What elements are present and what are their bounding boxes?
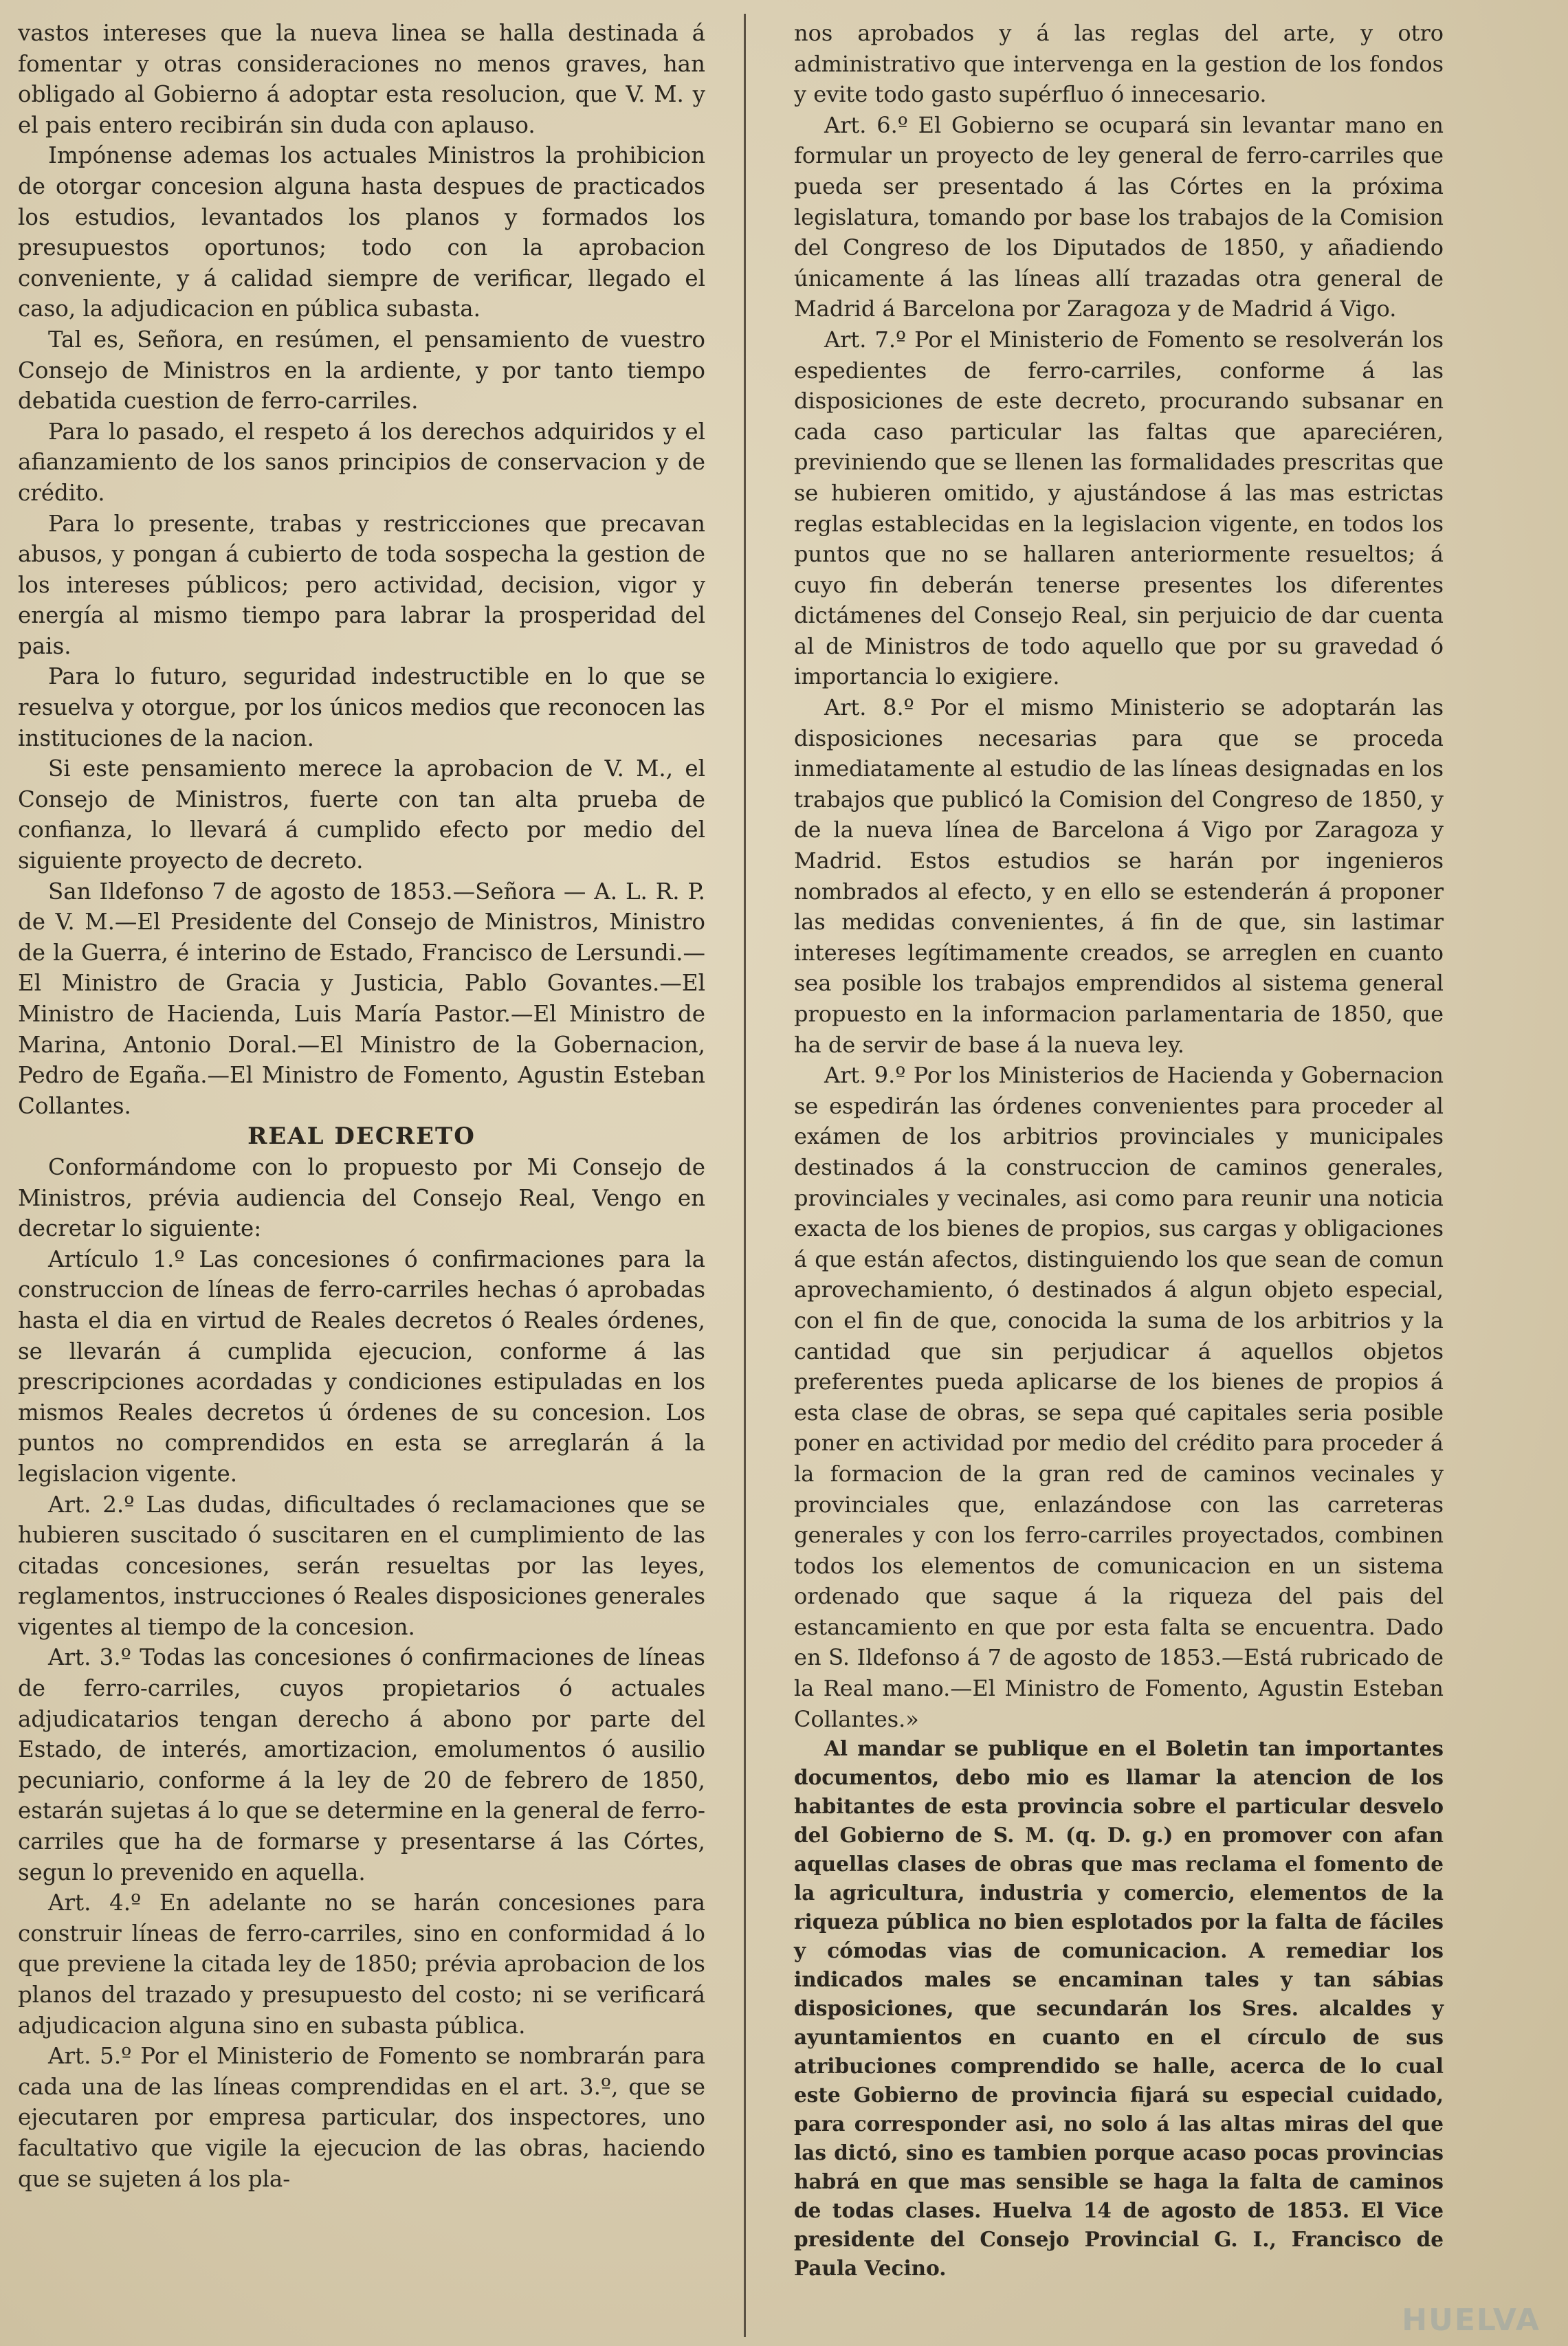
paragraph: nos aprobados y á las reglas del arte, y otro administrativo que intervenga en la gestion de los fondos y evite todo gasto supérfluo ó innecesario.	[794, 20, 1444, 108]
paragraph: Para lo presente, trabas y restricciones que precavan abusos, y pongan á cubierto de toda sospecha la gestion de los intereses públicos; pero actividad, decision, vigor y energía al mismo tiempo para labrar la prosperidad del pais.	[18, 510, 705, 659]
decree-intro: Conformándome con lo propuesto por Mi Consejo de Ministros, prévia audiencia del Consejo Real, Vengo en decretar lo siguiente:	[18, 1153, 705, 1242]
paragraph: Para lo pasado, el respeto á los derechos adquiridos y el afianzamiento de los sanos principios de conservacion y de crédito.	[18, 418, 705, 506]
column-divider	[744, 14, 746, 2337]
paragraph: Impónense ademas los actuales Ministros la prohibicion de otorgar concesion alguna hasta despues de practicados los estudios, levantados los planos y formados los presupuestos oportunos; todo con la aprobacion conveniente, y á calidad siempre de verificar, llegado el caso, la adjudicacion en pública subasta.	[18, 142, 705, 322]
article: Art. 8.º Por el mismo Ministerio se adoptarán las disposiciones necesarias para que se proceda inmediatamente al estudio de las líneas designadas en los trabajos que publicó la Comision del Congreso de 1850, y de la nueva línea de Barcelona á Vigo por Zaragoza y Madrid. Estos estudios se harán por ingenieros nombrados al efecto, y en ello se estenderán á proponer las medidas convenientes, á fin de que, sin lastimar intereses legítimamente creados, se arreglen en cuanto sea posible los trabajos emprendidos al sistema general propuesto en la informacion parlamentaria de 1850, que ha de servir de base á la nueva ley.	[794, 694, 1444, 1058]
article: Art. 9.º Por los Ministerios de Hacienda y Gobernacion se espedirán las órdenes convenientes para proceder al exámen de los arbitrios provinciales y municipales destinados á la construccion de caminos generales, provinciales y vecinales, asi como para reunir una noticia exacta de los bienes de propios, sus cargas y obligaciones á que están afectos, distinguiendo los que sean de comun aprovechamiento, ó destinados á algun objeto especial, con el fin de que, conocida la suma de los arbitrios y la cantidad que sin perjudicar á aquellos objetos preferentes pueda aplicarse de los bienes de propios á esta clase de obras, se sepa qué capitales seria posible poner en actividad por medio del crédito para proceder á la formacion de la gran red de caminos vecinales y provinciales que, enlazándose con las carreteras generales y con los ferro-carriles proyectados, combinen todos los elementos de comunicacion en un sistema ordenado que saque á la riqueza del pais del estancamiento en que por esta falta se encuentra. Dado en S. Ildefonso á 7 de agosto de 1853.—Está rubricado de la Real mano.—El Ministro de Fomento, Agustin Esteban Collantes.»	[794, 1062, 1444, 1732]
article: Art. 2.º Las dudas, dificultades ó reclamaciones que se hubieren suscitado ó suscitaren en el cumplimiento de las citadas concesiones, serán resueltas por las leyes, reglamentos, instrucciones ó Reales disposiciones generales vigentes al tiempo de la concesion.	[18, 1491, 705, 1640]
article: Art. 5.º Por el Ministerio de Fomento se nombrarán para cada una de las líneas comprendidas en el art. 3.º, que se ejecutaren por empresa particular, dos inspectores, uno facultativo que vigile la ejecucion de las obras, haciendo que se sujeten á los pla-	[18, 2043, 705, 2192]
paragraph: vastos intereses que la nueva linea se halla destinada á fomentar y otras consideraciones no menos graves, han obligado al Gobierno á adoptar esta resolucion, que V. M. y el pais entero recibirán sin duda con aplauso.	[18, 20, 705, 138]
article: Art. 7.º Por el Ministerio de Fomento se resolverán los espedientes de ferro-carriles, conforme á las disposiciones de este decreto, procurando subsanar en cada caso particular las faltas que apareciéren, previniendo que se llenen las formalidades prescritas que se hubieren omitido, y ajustándose á las mas estrictas reglas establecidas en la legislacion vigente, en todos los puntos que no se hallaren anteriormente resueltos; á cuyo fin deberán tenerse presentes los diferentes dictámenes del Consejo Real, sin perjuicio de dar cuenta al de Ministros de todo aquello que por su gravedad ó importancia lo exigiere.	[794, 326, 1444, 690]
article: Artículo 1.º Las concesiones ó confirmaciones para la construccion de líneas de ferro-carriles hechas ó aprobadas hasta el dia en virtud de Reales decretos ó Reales órdenes, se llevarán á cumplida ejecucion, conforme á las prescripciones acordadas y condiciones estipuladas en los mismos Reales decretos ú órdenes de su concesion. Los puntos no comprendidos en esta se arreglarán á la legislacion vigente.	[18, 1246, 705, 1487]
signatures-paragraph: San Ildefonso 7 de agosto de 1853.—Señora — A. L. R. P. de V. M.—El Presidente del Consejo de Ministros, Ministro de la Guerra, é interino de Estado, Francisco de Lersundi.—El Ministro de Gracia y Justicia, Pablo Govantes.—El Ministro de Hacienda, Luis María Pastor.—El Ministro de Marina, Antonio Doral.—El Ministro de la Gobernacion, Pedro de Egaña.—El Ministro de Fomento, Agustin Esteban Collantes.	[18, 878, 705, 1119]
left-column	[18, 18, 705, 2194]
paragraph: Si este pensamiento merece la aprobacion de V. M., el Consejo de Ministros, fuerte con tan alta prueba de confianza, lo llevará á cumplido efecto por medio del siguiente proyecto de decreto.	[18, 755, 705, 874]
article: Art. 6.º El Gobierno se ocupará sin levantar mano en formular un proyecto de ley general de ferro-carriles que pueda ser presentado á las Córtes en la próxima legislatura, tomando por base los trabajos de la Comision del Congreso de los Diputados de 1850, y añadiendo únicamente á las líneas allí trazadas otra general de Madrid á Barcelona por Zaragoza y de Madrid á Vigo.	[794, 111, 1444, 322]
article: Art. 3.º Todas las concesiones ó confirmaciones de líneas de ferro-carriles, cuyos propietarios ó actuales adjudicatarios tengan derecho á abono por parte del Estado, de interés, amortizacion, emolumentos ó ausilio pecuniario, conforme á la ley de 20 de febrero de 1850, estarán sujetas á lo que se determine en la general de ferro-carriles que ha de formarse y presentarse á las Córtes, segun lo prevenido en aquella.	[18, 1644, 705, 1885]
paragraph: Tal es, Señora, en resúmen, el pensamiento de vuestro Consejo de Ministros en la ardiente, y por tanto tiempo debatida cuestion de ferro-carriles.	[18, 326, 705, 414]
closing-notice: Al mandar se publique en el Boletin tan importantes documentos, debo mio es llamar la atencion de los habitantes de esta provincia sobre el particular desvelo del Gobierno de S. M. (q. D. g.) en promover con afan aquellas clases de obras que mas reclama el fomento de la agricultura, industria y comercio, elementos de la riqueza pública no bien esplotados por la falta de fáciles y cómodas vias de comunicacion. A remediar los indicados males se encaminan tales y tan sábias disposiciones, que secundarán los Sres. alcaldes y ayuntamientos en cuanto en el círculo de sus atribuciones comprendido se halle, acerca de lo cual este Gobierno de provincia fijará su especial cuidado, para corresponder asi, no solo á las altas miras del que las dictó, sino es tambien porque acaso pocas provincias habrá en que mas sensible se haga la falta de caminos de todas clases. Huelva 14 de agosto de 1853. El Vice presidente del Consejo Provincial G. I., Francisco de Paula Vecino.	[794, 1736, 1444, 2281]
right-column	[794, 18, 1444, 2283]
decree-heading: REAL DECRETO	[247, 1122, 476, 1151]
archive-watermark: HUELVA	[1402, 2303, 1541, 2338]
paragraph: Para lo futuro, seguridad indestructible en lo que se resuelva y otorgue, por los únicos medios que reconocen las instituciones de la nacion.	[18, 663, 705, 751]
article: Art. 4.º En adelante no se harán concesiones para construir líneas de ferro-carriles, sino en conformidad á lo que previene la citada ley de 1850; prévia aprobacion de los planos del trazado y presupuesto del costo; ni se verificará adjudicacion alguna sino en subasta pública.	[18, 1890, 705, 2039]
